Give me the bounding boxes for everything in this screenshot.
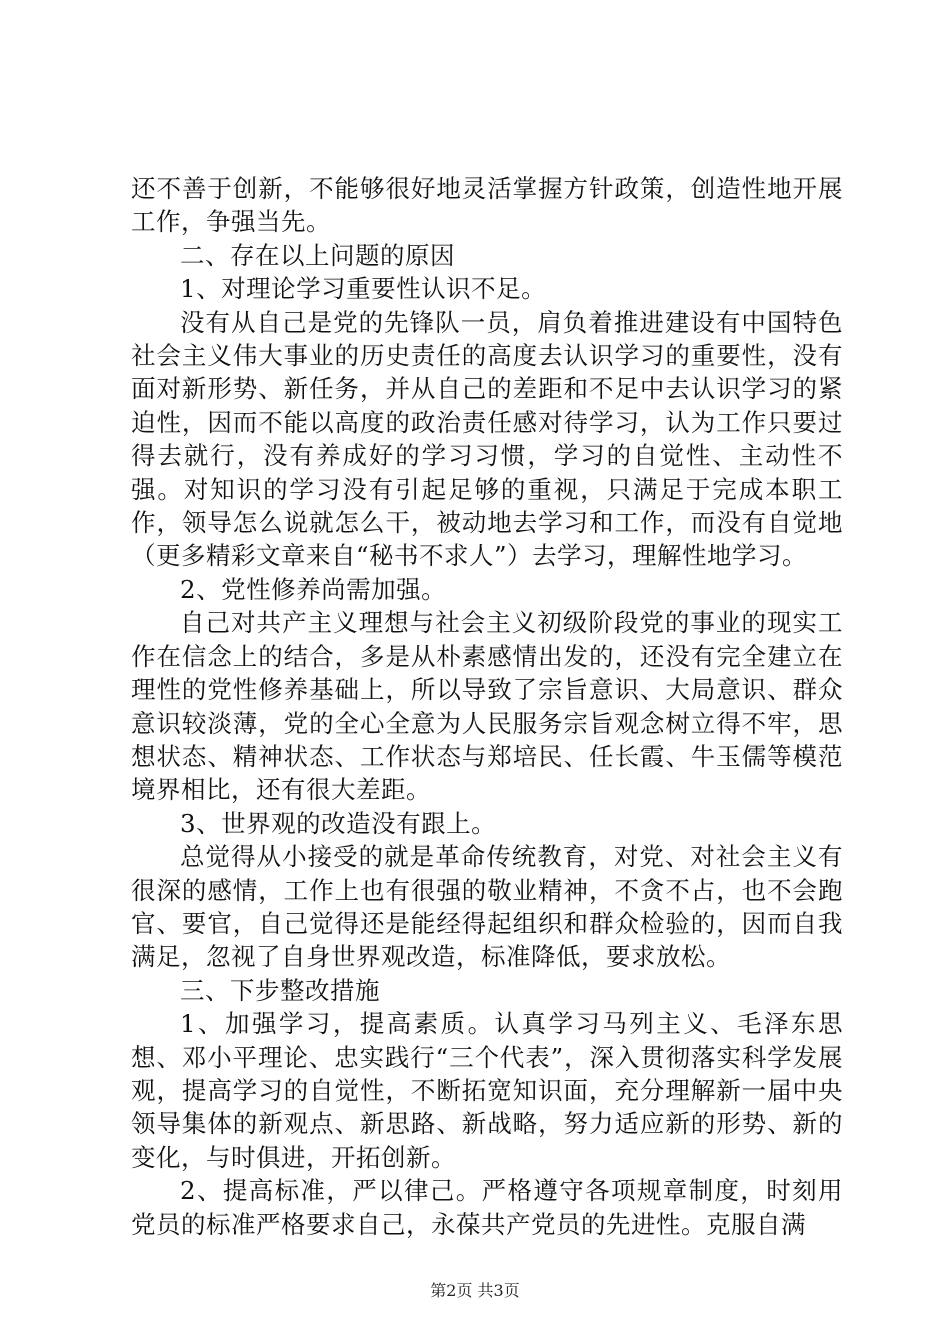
page-footer: 第2页 共3页 <box>430 1281 520 1300</box>
paragraph-party-spirit: 自己对共产主义理想与社会主义初级阶段党的事业的现实工作在信念上的结合，多是从朴素感情出发的，还没有完全建立在理性的党性修养基础上，所以导致了宗旨意识、大局意识、群众意识较淡薄，党的全心全意为人民服务宗旨观念树立得不牢，思想状态、精神状态、工作状态与郑培民、任长霞、牛玉儒等模范境界相比，还有很大差距。 <box>131 608 843 805</box>
subheading-worldview: 3、世界观的改造没有跟上。 <box>180 808 497 838</box>
document-body <box>131 172 843 1241</box>
section-heading-measures: 三、下步整改措施 <box>180 975 380 1005</box>
paragraph-theory-study: 没有从自己是党的先锋队一员，肩负着推进建设有中国特色社会主义伟大事业的历史责任的高度去认识学习的重要性，没有面对新形势、新任务，并从自己的差距和不足中去认识学习的紧迫性，因而不能以高度的政治责任感对待学习，认为工作只要过得去就行，没有养成好的学习习惯，学习的自觉性、主动性不强。对知识的学习没有引起足够的重视，只满足于完成本职工作，领导怎么说就怎么干，被动地去学习和工作，而没有自觉地（更多精彩文章来自“秘书不求人”）去学习，理解性地学习。 <box>131 307 843 571</box>
paragraph-continuation: 还不善于创新，不能够很好地灵活掌握方针政策，创造性地开展工作，争强当先。 <box>131 174 843 237</box>
paragraph-measure-study: 1、加强学习，提高素质。认真学习马列主义、毛泽东思想、邓小平理论、忠实践行“三个代表”，深入贯彻落实科学发展观，提高学习的自觉性，不断拓宽知识面，充分理解新一届中央领导集体的新观点、新思路、新战略，努力适应新的形势、新的变化，与时俱进，开拓创新。 <box>131 1009 843 1172</box>
subheading-party-spirit: 2、党性修养尚需加强。 <box>180 574 447 604</box>
subheading-theory-study: 1、对理论学习重要性认识不足。 <box>180 274 547 304</box>
section-heading-causes: 二、存在以上问题的原因 <box>180 240 455 270</box>
paragraph-worldview: 总觉得从小接受的就是革命传统教育，对党、对社会主义有很深的感情，工作上也有很强的敬业精神，不贪不占，也不会跑官、要官，自己觉得还是能经得起组织和群众检验的，因而自我满足，忽视了自身世界观改造，标准降低，要求放松。 <box>131 842 843 972</box>
paragraph-measure-standards: 2、提高标准，严以律己。严格遵守各项规章制度，时刻用党员的标准严格要求自己，永葆共产党员的先进性。克服自满 <box>131 1176 843 1239</box>
